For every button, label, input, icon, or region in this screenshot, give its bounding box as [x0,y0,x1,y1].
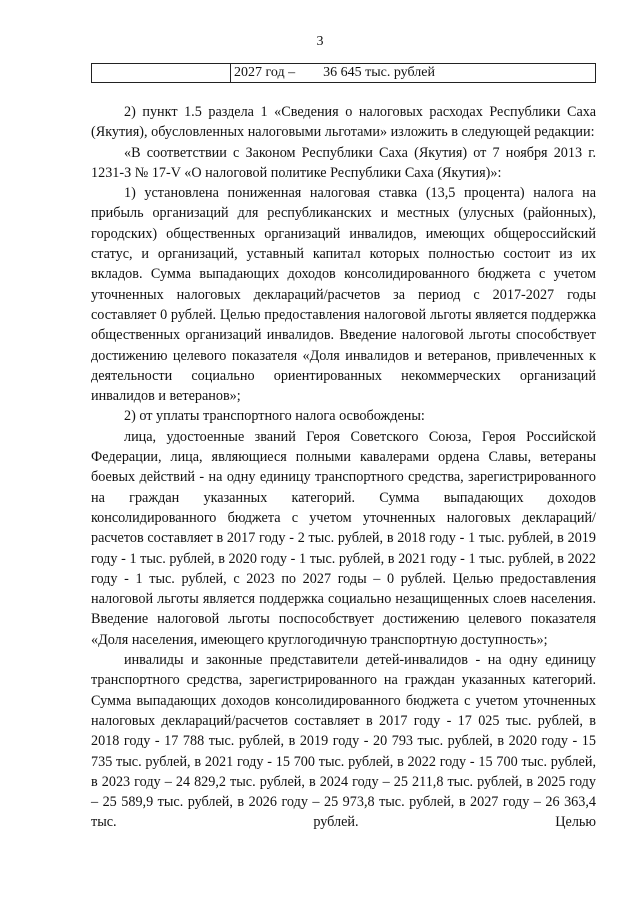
table-row [91,63,596,83]
table-cell-value: 2027 год – 36 645 тыс. рублей [234,65,435,80]
paragraph-heroes-veterans: лица, удостоенные званий Героя Советского Союза, Героя Российской Федерации, лица, являющиеся полными кавалерами ордена Славы, ветераны боевых действий - на одну единицу транспортного средства, зарегистрированного на граждан указанных категорий. Сумма выпадающих доходов консолидированного бюджета с учетом уточненных налоговых деклараций/расчетов составляет в 2017 году - 2 тыс. рублей, в 2018 году - 1 тыс. рублей, в 2019 году - 1 тыс. рублей, в 2020 году - 1 тыс. рублей, в 2021 году - 1 тыс. рублей, в 2022 году - 1 тыс. рублей, с 2023 по 2027 годы – 0 рублей. Целью предоставления налоговой льготы является поддержка социально незащищенных слоев населения. Введение налоговой льготы поспособствует достижению целевого показателя «Доля населения, имеющего круглогодичную транспортную доступность»; [91,428,596,648]
page-number: 3 [316,34,324,49]
paragraph-transport-tax-exemption: 2) от уплаты транспортного налога освобождены: [124,408,425,425]
document-body [91,102,596,833]
paragraph-amendment: 2) пункт 1.5 раздела 1 «Сведения о налоговых расходах Республики Саха (Якутия), обусловленных налоговыми льготами» изложить в следующей редакции: [91,104,596,141]
table-cell-empty [92,64,231,82]
paragraph-disabled-persons: инвалиды и законные представители детей-инвалидов - на одну единицу транспортного средства, зарегистрированного на граждан указанных категорий. Сумма выпадающих доходов консолидированного бюджета с учетом уточненных налоговых деклараций/расчетов составляет в 2017 году - 17 025 тыс. рублей, в 2018 году - 17 788 тыс. рублей, в 2019 году - 20 793 тыс. рублей, в 2020 году - 15 735 тыс. рублей, в 2021 году - 15 700 тыс. рублей, в 2022 году - 15 700 тыс. рублей, в 2023 году – 24 829,2 тыс. рублей, в 2024 году – 25 211,8 тыс. рублей, в 2025 году – 25 589,9 тыс. рублей, в 2026 году – 25 973,8 тыс. рублей, в 2027 году – 26 363,4 тыс. рублей. Целью [91,652,596,831]
paragraph-profit-tax-rate: 1) установлена пониженная налоговая ставка (13,5 процента) налога на прибыль организаций для республиканских и местных (улусных (районных), городских) общественных организаций инвалидов, имеющих общероссийский статус, и организаций, уставный капитал которых полностью состоит из их вкладов. Сумма выпадающих доходов консолидированного бюджета с учетом уточненных налоговых деклараций/расчетов за период с 2017-2027 годы составляет 0 рублей. Целью предоставления налоговой льготы является поддержка общественных организаций инвалидов. Введение налоговой льготы способствует достижению целевого показателя «Доля инвалидов и ветеранов, привлеченных к деятельности социально ориентированных некоммерческих организаций инвалидов и ветеранов»; [91,185,596,405]
paragraph-law-reference: «В соответствии с Законом Республики Саха (Якутия) от 7 ноября 2013 г. 1231-З № 17-V «О налоговой политике Республики Саха (Якутия)»: [91,144,596,181]
